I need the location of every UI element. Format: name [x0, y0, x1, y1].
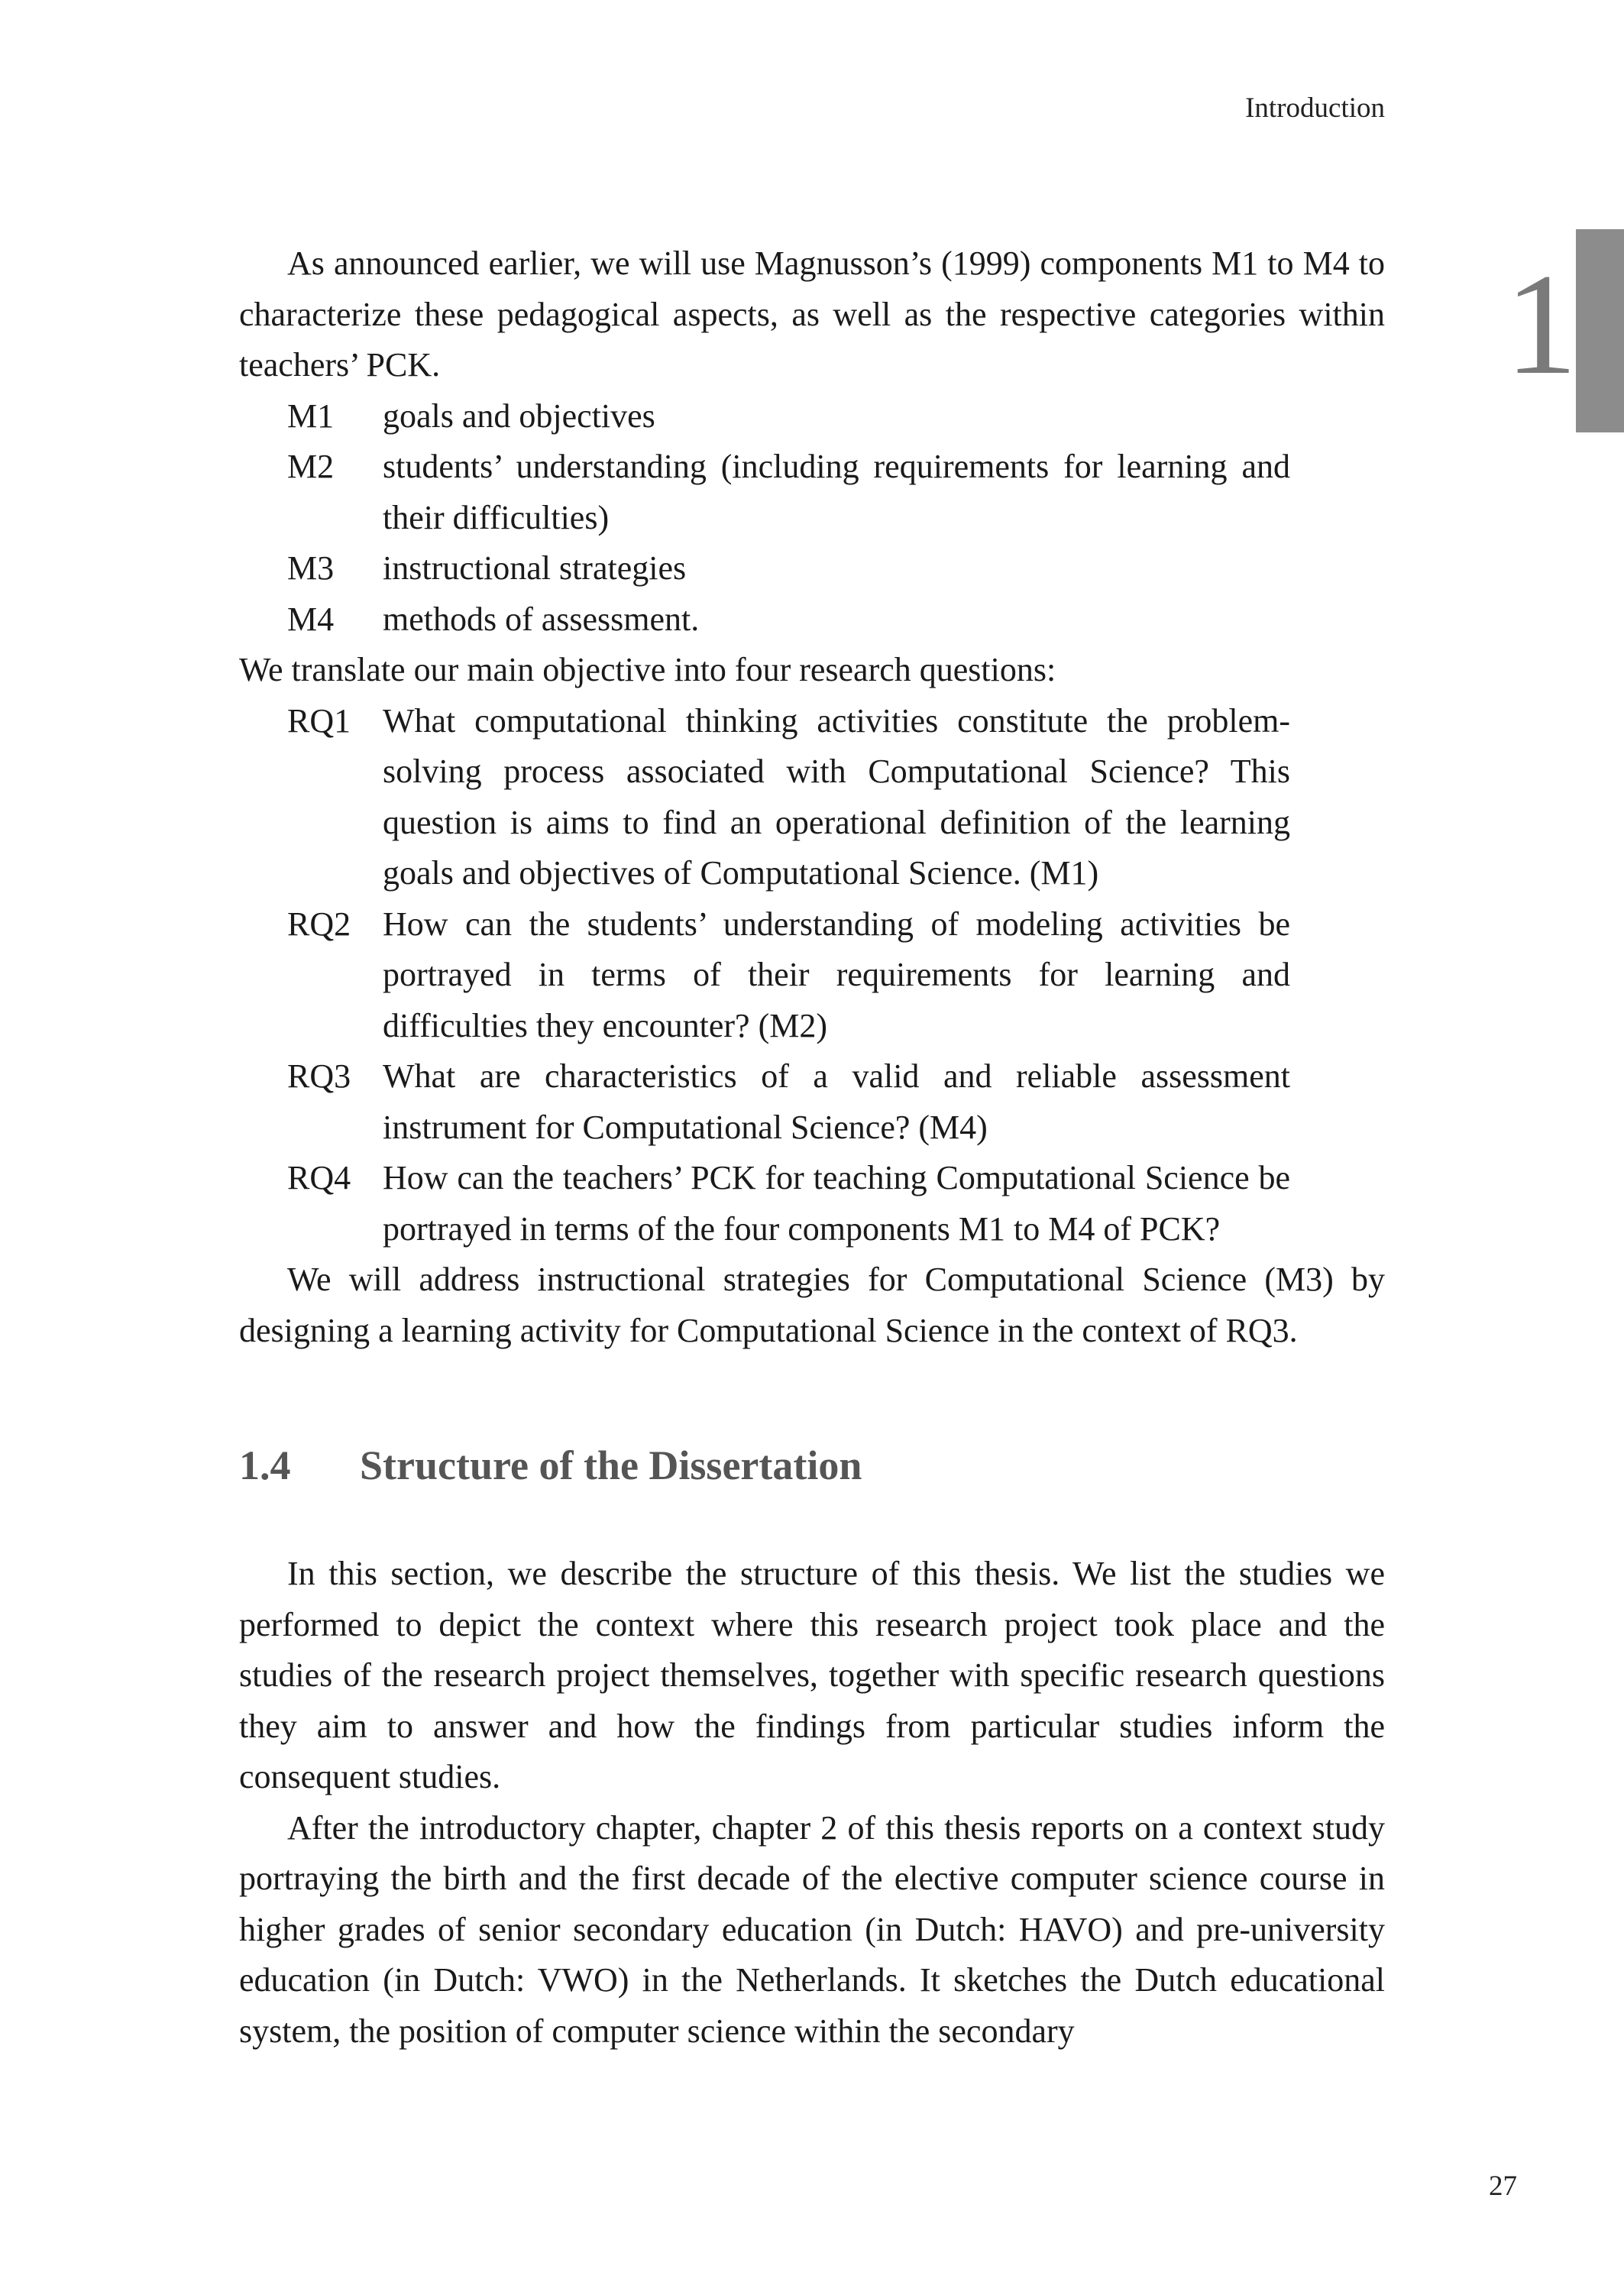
rq-desc: How can the students’ understanding of modeling activities be portrayed in terms of their requirements for learning and difficulties they encounter? (M2)	[383, 905, 1290, 1044]
intro-paragraph: As announced earlier, we will use Magnusson’s (1999) components M1 to M4 to characterize these pedagogical aspects, as well as the respective categories within teachers’ PCK.	[239, 244, 1385, 384]
component-desc: goals and objectives	[383, 397, 655, 435]
component-item	[239, 543, 1480, 594]
rq-term: RQ1	[287, 701, 351, 740]
section-paragraph: After the introductory chapter, chapter 2 of this thesis reports on a context study portraying the birth and the first decade of the elective computer science course in higher grades of senior secondary education (in Dutch: HAVO) and pre-university education (in Dutch: VWO) in the Netherlands. It sketches the Dutch educational system, the position of computer science within the secondary	[239, 1808, 1385, 2050]
component-term: M3	[287, 549, 335, 587]
section-heading	[239, 1439, 1385, 1492]
component-item	[239, 442, 1480, 543]
rq-desc: How can the teachers’ PCK for teaching Computational Science be portrayed in terms of the four components M1 to M4 of PCK?	[383, 1159, 1290, 1248]
running-head: Introduction	[1245, 92, 1385, 124]
page-content	[239, 238, 1385, 2057]
rq-desc: What are characteristics of a valid and reliable assessment instrument for Computational Science? (M4)	[383, 1057, 1290, 1146]
component-term: M2	[287, 448, 335, 485]
section-title: Structure of the Dissertation	[360, 1442, 862, 1488]
component-desc: methods of assessment.	[383, 600, 700, 638]
rq-intro: We translate our main objective into four research questions:	[239, 651, 1056, 688]
components-list	[239, 391, 1385, 646]
research-question-item	[239, 1153, 1480, 1254]
research-question-item	[239, 1051, 1480, 1153]
component-desc: instructional strategies	[383, 549, 687, 587]
page-number: 27	[1489, 2171, 1517, 2202]
component-term: M4	[287, 600, 335, 638]
closing-paragraph: We will address instructional strategies for Computational Science (M3) by designing a learning activity for Computational Science in the context of RQ3.	[239, 1261, 1385, 1349]
section-number: 1.4	[239, 1442, 291, 1488]
research-questions-list	[239, 696, 1385, 1255]
rq-term: RQ2	[287, 905, 351, 943]
rq-term: RQ4	[287, 1159, 351, 1196]
component-item	[239, 594, 1480, 646]
component-item	[239, 391, 1480, 442]
component-desc: students’ understanding (including requirements for learning and their difficulties)	[383, 448, 1290, 536]
rq-desc: What computational thinking activities constitute the problem-solving process associated with Computational Science? This question is aims to find an operational definition of the learning goals and objectives of Computational Science. (M1)	[383, 701, 1290, 892]
rq-term: RQ3	[287, 1057, 351, 1095]
chapter-tab	[1576, 229, 1624, 432]
component-term: M1	[287, 397, 335, 435]
research-question-item	[239, 899, 1480, 1052]
chapter-number: 1	[1505, 244, 1577, 405]
research-question-item	[239, 696, 1480, 899]
section-paragraph: In this section, we describe the structure of this thesis. We list the studies we performed to depict the context where this research project took place and the studies of the research project themselves, together with specific research questions they aim to answer and how the findings from particular studies inform the consequent studies.	[239, 1555, 1385, 1795]
